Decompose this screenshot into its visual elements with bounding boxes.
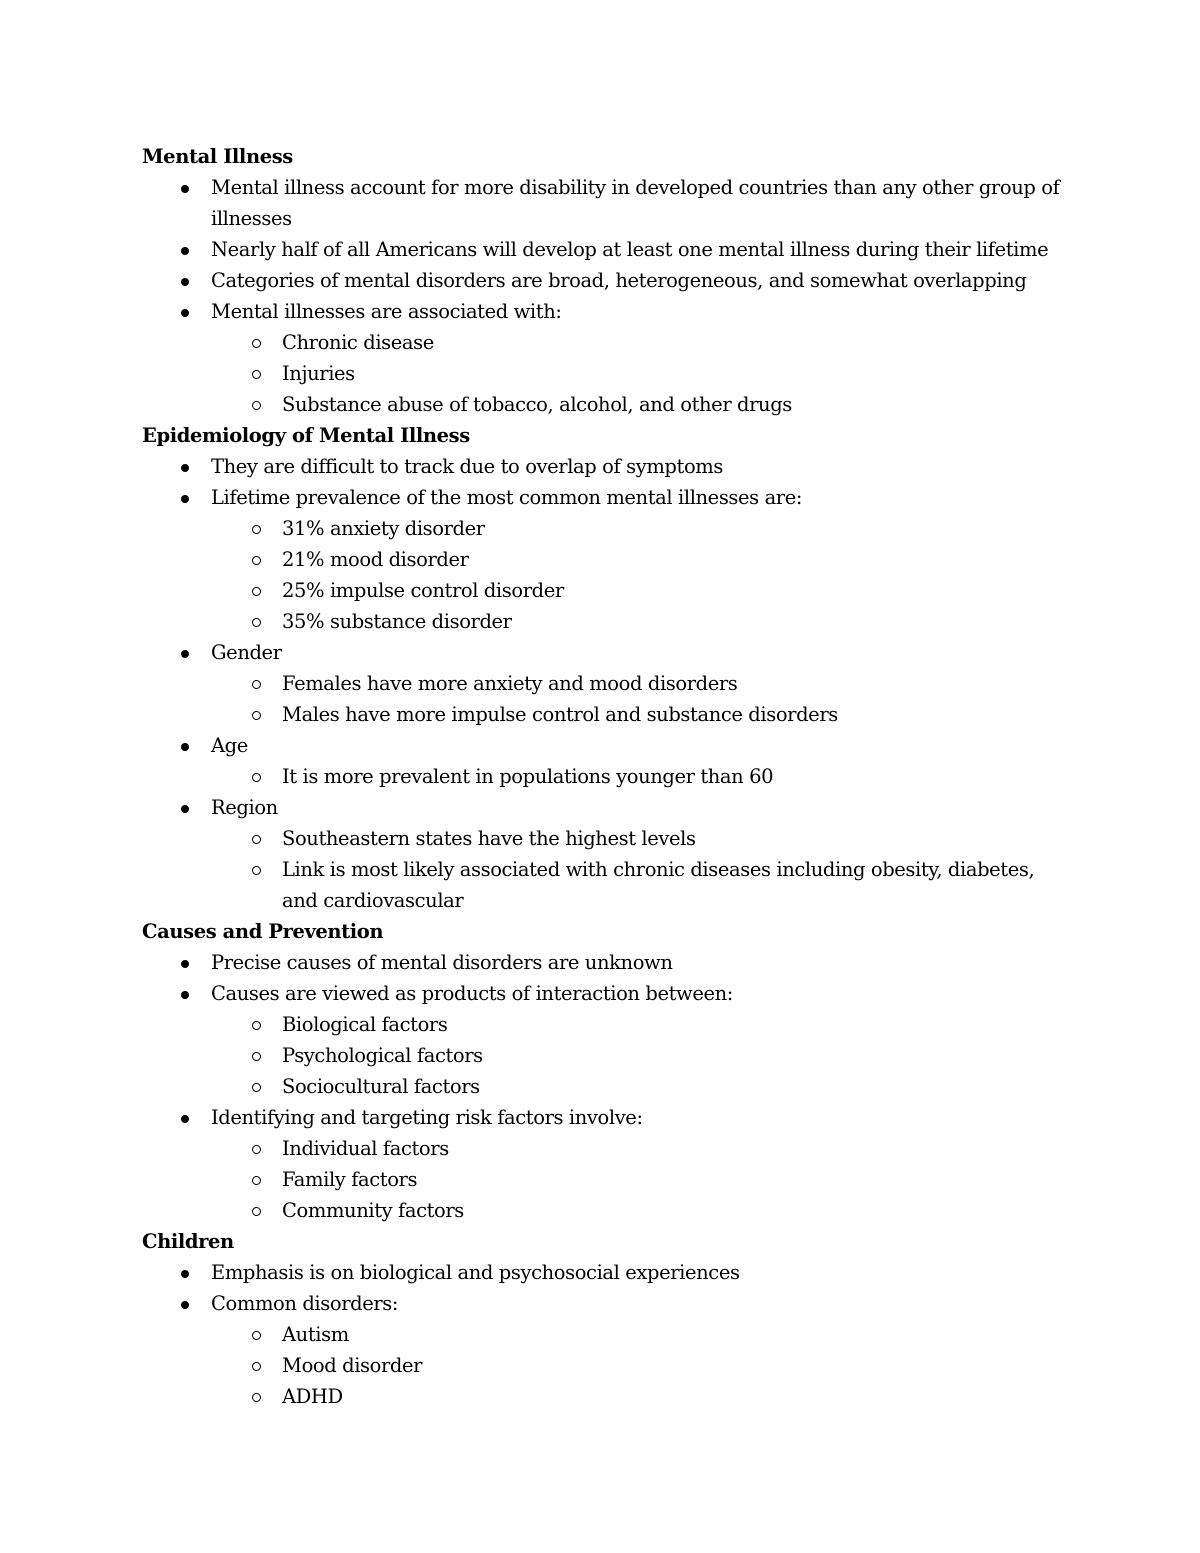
bullet-item: [142, 234, 1062, 265]
sub-bullet-item: Autism: [142, 1319, 1062, 1350]
bullet-text: Mental illnesses are associated with:: [211, 300, 562, 323]
section-heading: Mental Illness: [142, 145, 293, 168]
bullet-text: Lifetime prevalence of the most common mental illnesses are:: [211, 486, 803, 509]
sub-bullet-item: It is more prevalent in populations younger than 60: [142, 761, 1062, 792]
sub-bullet-item: Biological factors: [142, 1009, 1062, 1040]
sub-bullet-item: ADHD: [142, 1381, 1062, 1412]
bullet-text: Region: [211, 796, 278, 819]
bullet-text: Emphasis is on biological and psychosocial experiences: [211, 1261, 740, 1284]
sub-bullet-list: [211, 513, 1062, 637]
bullet-item: [142, 730, 1062, 792]
bullet-text: Age: [211, 734, 248, 757]
sub-bullet-list: [211, 1009, 1062, 1102]
section-heading: Children: [142, 1230, 234, 1253]
sub-bullet-item: 25% impulse control disorder: [142, 575, 1062, 606]
sub-bullet-list: [211, 823, 1062, 916]
bullet-item: [142, 1102, 1062, 1226]
sub-bullet-item: 21% mood disorder: [142, 544, 1062, 575]
sub-bullet-item: Males have more impulse control and substance disorders: [142, 699, 1062, 730]
bullet-item: [142, 947, 1062, 978]
sub-bullet-item: Individual factors: [142, 1133, 1062, 1164]
bullet-list: [142, 947, 1062, 1226]
bullet-text: Causes are viewed as products of interaction between:: [211, 982, 733, 1005]
sub-bullet-list: [211, 668, 1062, 730]
bullet-item: [142, 637, 1062, 730]
sub-bullet-item: Link is most likely associated with chronic diseases including obesity, diabetes, and cardiovascular: [142, 854, 1062, 916]
sub-bullet-item: Family factors: [142, 1164, 1062, 1195]
sub-bullet-list: [211, 1133, 1062, 1226]
bullet-item: [142, 1288, 1062, 1412]
sub-bullet-item: Females have more anxiety and mood disorders: [142, 668, 1062, 699]
section-heading: Epidemiology of Mental Illness: [142, 424, 470, 447]
bullet-text: Nearly half of all Americans will develop at least one mental illness during their lifetime: [211, 238, 1049, 261]
sub-bullet-item: Chronic disease: [142, 327, 1062, 358]
sub-bullet-item: Psychological factors: [142, 1040, 1062, 1071]
bullet-list: [142, 1257, 1062, 1412]
bullet-text: Identifying and targeting risk factors involve:: [211, 1106, 643, 1129]
bullet-item: [142, 296, 1062, 420]
sub-bullet-list: [211, 1319, 1062, 1412]
bullet-item: [142, 451, 1062, 482]
sub-bullet-item: Substance abuse of tobacco, alcohol, and other drugs: [142, 389, 1062, 420]
sub-bullet-list: [211, 327, 1062, 420]
sub-bullet-item: 35% substance disorder: [142, 606, 1062, 637]
sub-bullet-item: Community factors: [142, 1195, 1062, 1226]
document-content: [142, 141, 1062, 1412]
bullet-list: [142, 451, 1062, 916]
sub-bullet-item: Injuries: [142, 358, 1062, 389]
bullet-text: Gender: [211, 641, 282, 664]
bullet-text: Precise causes of mental disorders are unknown: [211, 951, 673, 974]
bullet-text: Categories of mental disorders are broad, heterogeneous, and somewhat overlapping: [211, 269, 1027, 292]
sub-bullet-item: Mood disorder: [142, 1350, 1062, 1381]
bullet-item: [142, 265, 1062, 296]
bullet-item: [142, 172, 1062, 234]
sub-bullet-item: Sociocultural factors: [142, 1071, 1062, 1102]
bullet-list: [142, 172, 1062, 420]
bullet-item: [142, 1257, 1062, 1288]
bullet-text: Mental illness account for more disability in developed countries than any other group of illnesses: [211, 176, 1060, 230]
sub-bullet-item: Southeastern states have the highest levels: [142, 823, 1062, 854]
bullet-item: [142, 482, 1062, 637]
bullet-text: They are difficult to track due to overlap of symptoms: [211, 455, 723, 478]
sub-bullet-list: [211, 761, 1062, 792]
bullet-item: [142, 978, 1062, 1102]
bullet-text: Common disorders:: [211, 1292, 399, 1315]
section-heading: Causes and Prevention: [142, 920, 384, 943]
bullet-item: [142, 792, 1062, 916]
sub-bullet-item: 31% anxiety disorder: [142, 513, 1062, 544]
